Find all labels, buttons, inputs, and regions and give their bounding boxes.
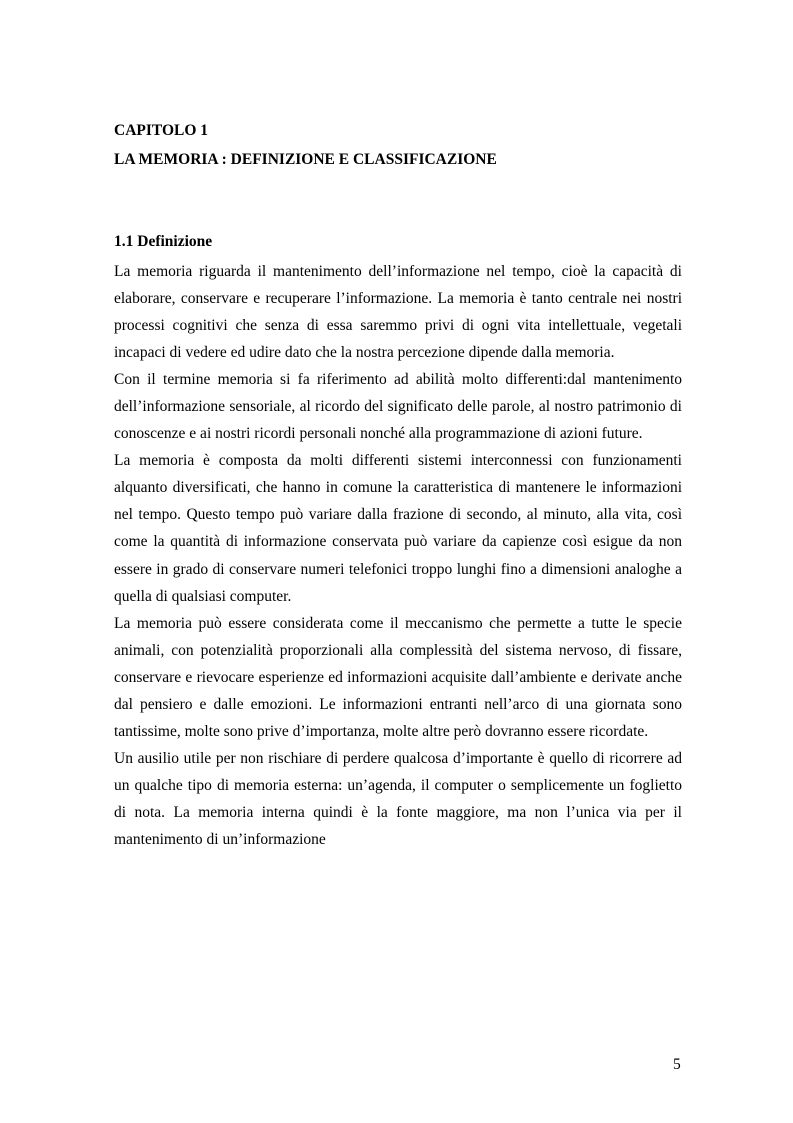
chapter-label: CAPITOLO 1 bbox=[114, 122, 209, 139]
chapter-title: LA MEMORIA : DEFINIZIONE E CLASSIFICAZIONE bbox=[114, 151, 497, 168]
paragraph-2: Con il termine memoria si fa riferimento ad abilità molto differenti:dal mantenimento dell’informazione sensoriale, al ricordo del significato delle parole, al nostro patrimonio di conoscenze e ai nostri ricordi personali nonché alla programmazione di azioni future. bbox=[114, 371, 682, 443]
paragraph-1: La memoria riguarda il mantenimento dell’informazione nel tempo, cioè la capacità di elaborare, conservare e recuperare l’informazione. La memoria è tanto centrale nei nostri processi cognitivi che senza di essa saremmo privi di ogni vita intellettuale, vegetali incapaci di vedere ed udire dato che la nostra percezione dipende dalla memoria. bbox=[114, 263, 682, 362]
page-number: 5 bbox=[673, 1056, 681, 1073]
section-body bbox=[114, 258, 682, 853]
paragraph-5: Un ausilio utile per non rischiare di perdere qualcosa d’importante è quello di ricorrere ad un qualche tipo di memoria esterna: un’agenda, il computer o semplicemente un foglietto di nota. La memoria interna quindi è la fonte maggiore, ma non l’unica via per il mantenimento di un’informazione bbox=[114, 749, 682, 848]
paragraph-4: La memoria può essere considerata come il meccanismo che permette a tutte le specie animali, con potenzialità proporzionali alla complessità del sistema nervoso, di fissare, conservare e rievocare esperienze ed informazioni acquisite dall’ambiente e derivate anche dal pensiero e dalle emozioni. Le informazioni entranti nell’arco di una giornata sono tantissime, molte sono prive d’importanza, molte altre però dovranno essere ricordate. bbox=[114, 614, 682, 740]
section-heading: 1.1 Definizione bbox=[114, 233, 213, 250]
paragraph-3: La memoria è composta da molti differenti sistemi interconnessi con funzionamenti alquanto diversificati, che hanno in comune la caratteristica di mantenere le informazioni nel tempo. Questo tempo può variare dalla frazione di secondo, al minuto, alla vita, così come la quantità di informazione conservata può variare da capienze così esigue da non essere in grado di conservare numeri telefonici troppo lunghi fino a dimensioni analoghe a quella di qualsiasi computer. bbox=[114, 452, 682, 605]
